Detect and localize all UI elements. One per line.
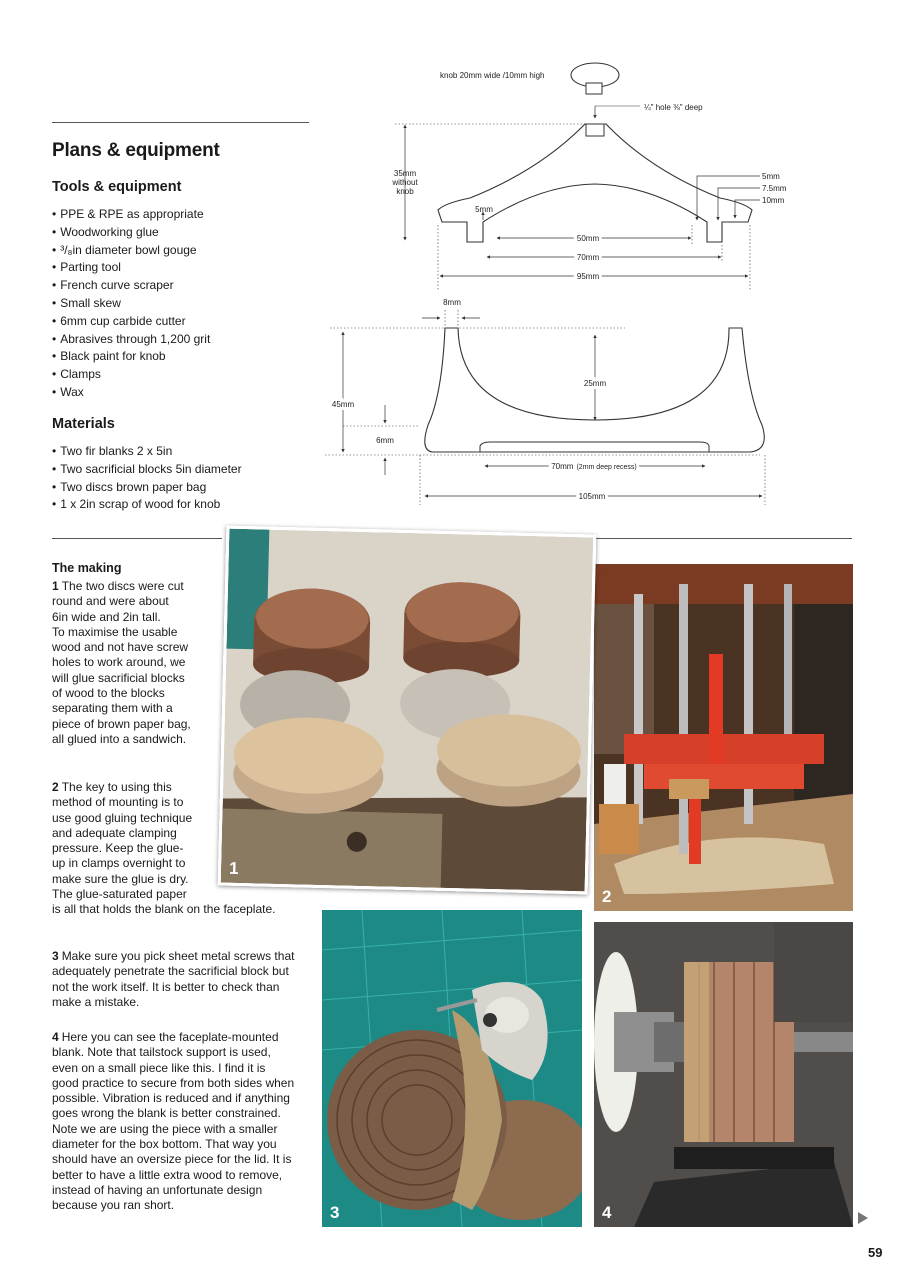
- step-text-line: possible. Vibration is reduced and if anything: [52, 1091, 290, 1106]
- making-heading: The making: [52, 561, 122, 575]
- step-text-line: The key to using this: [61, 780, 172, 794]
- lid-height-label-line3: knob: [396, 187, 414, 196]
- step-text-line: up in clamps overnight to: [52, 856, 186, 871]
- list-item: • Abrasives through 1,200 grit: [52, 331, 210, 349]
- step-text-line: use good gluing technique: [52, 810, 193, 825]
- hole-label: ¼" hole ⅜" deep: [644, 103, 703, 112]
- step-text-line: because you ran short.: [52, 1198, 175, 1213]
- list-item: • Clamps: [52, 366, 210, 384]
- photo-number: 1: [228, 858, 239, 878]
- box-plan-diagram: [320, 55, 800, 515]
- step-text-line: piece of brown paper bag,: [52, 716, 191, 731]
- base-105mm-label: 105mm: [578, 492, 606, 501]
- step-number: 2: [52, 780, 59, 794]
- making-rule-right: [596, 538, 852, 539]
- base-outline: [425, 328, 764, 452]
- lid-outline: [438, 124, 752, 242]
- step-1-paragraph: [52, 579, 191, 747]
- step-text-line: better to have a little extra wood to remove,: [52, 1167, 283, 1182]
- step-text-line: pressure. Keep the glue-: [52, 841, 184, 856]
- list-item: • Two sacrificial blocks 5in diameter: [52, 461, 242, 479]
- step-text-line: good practice to secure from both sides when: [52, 1075, 295, 1090]
- list-item: • Two discs brown paper bag: [52, 479, 242, 497]
- lid-right-5mm-label: 5mm: [762, 172, 780, 181]
- step-number: 3: [52, 949, 59, 963]
- step-text-line: not the work itself. It is better to check than: [52, 979, 280, 994]
- lid-right-75mm-label: 7.5mm: [762, 184, 787, 193]
- step-text-line: holes to work around, we: [52, 655, 186, 670]
- step-text-line: all glued into a sandwich.: [52, 731, 187, 746]
- photo-lathe: [594, 922, 853, 1227]
- step-text-line: round and were about: [52, 594, 169, 609]
- step-text-line: of wood to the blocks: [52, 686, 165, 701]
- base-70mm-label: [551, 462, 637, 471]
- step-text-line: diameter for the box bottom. That way you: [52, 1137, 277, 1152]
- lid-height-label: 35mm: [393, 169, 417, 178]
- photo-faceplate: [322, 910, 582, 1227]
- step-3-paragraph: [52, 949, 294, 1010]
- making-rule-left: [52, 538, 222, 539]
- lid-70mm-label: 70mm: [576, 253, 600, 262]
- step-text-line: wood and not have screw: [52, 640, 189, 655]
- step-text-line: The two discs were cut: [61, 579, 184, 593]
- list-item: • Wax: [52, 384, 210, 402]
- list-item: • Black paint for knob: [52, 348, 210, 366]
- photo-number: 4: [602, 1203, 612, 1222]
- lid-50mm-label: 50mm: [576, 234, 600, 243]
- base-25mm-label: 25mm: [583, 379, 607, 388]
- step-text-line: blank. Note that tailstock support is used,: [52, 1045, 271, 1060]
- tools-heading: Tools & equipment: [52, 179, 182, 195]
- step-text-line: The glue-saturated paper: [52, 887, 187, 902]
- step-text-line: Make sure you pick sheet metal screws that: [61, 949, 295, 963]
- continue-arrow-icon: [858, 1212, 868, 1224]
- list-item: • 6mm cup carbide cutter: [52, 313, 210, 331]
- step-text-line: method of mounting is to: [52, 795, 184, 810]
- list-item: • Woodworking glue: [52, 224, 210, 242]
- lid-right-10mm-label: 10mm: [762, 196, 785, 205]
- step-text-line: Note we are using the piece with a smaller: [52, 1121, 278, 1136]
- step-text-line: make a mistake.: [52, 994, 140, 1009]
- page-number: 59: [868, 1245, 883, 1260]
- list-item: • Parting tool: [52, 259, 210, 277]
- tools-list: [52, 206, 210, 402]
- step-text-line: adequately penetrate the sacrificial block but: [52, 964, 289, 979]
- base-70mm-value: 70mm: [551, 462, 574, 471]
- step-number: 4: [52, 1030, 59, 1044]
- photo-number: 3: [330, 1203, 340, 1222]
- step-text-line: make sure the glue is dry.: [52, 871, 189, 886]
- lid-height-label-line2: without: [392, 178, 418, 187]
- plans-heading: Plans & equipment: [52, 140, 220, 161]
- lid-95mm-label: 95mm: [576, 272, 600, 281]
- list-item: • Two fir blanks 2 x 5in: [52, 443, 242, 461]
- step-number: 1: [52, 579, 59, 593]
- photo-clamps: [594, 564, 853, 911]
- materials-heading: Materials: [52, 416, 115, 432]
- photo-discs: [218, 526, 597, 895]
- step-text-line: will glue sacrificial blocks: [52, 670, 185, 685]
- list-item: • Small skew: [52, 295, 210, 313]
- step-text-line: is all that holds the blank on the faceplate.: [52, 902, 276, 917]
- base-70mm-note: (2mm deep recess): [576, 464, 637, 471]
- step-text-line: separating them with a: [52, 701, 173, 716]
- base-45mm-label: 45mm: [331, 400, 355, 409]
- step-text-line: should have an oversize piece for the lid. It is: [52, 1152, 292, 1167]
- step-text-line: To maximise the usable: [52, 624, 178, 639]
- step-text-line: even on a small piece like this. I find it is: [52, 1060, 266, 1075]
- top-left-rule: [52, 122, 309, 123]
- list-item: • PPE & RPE as appropriate: [52, 206, 210, 224]
- knob-label: knob 20mm wide /10mm high: [440, 71, 545, 80]
- knob-stem: [586, 83, 602, 94]
- step-4-paragraph: [52, 1030, 294, 1214]
- step-text-line: goes wrong the blank is better constrained.: [52, 1106, 281, 1121]
- materials-list: [52, 443, 242, 514]
- photo-number: 2: [602, 887, 612, 906]
- list-item: • French curve scraper: [52, 277, 210, 295]
- base-8mm-label: 8mm: [443, 298, 461, 307]
- step-text-line: 6in wide and 2in tall.: [52, 609, 161, 624]
- step-text-line: instead of having an unfortunate design: [52, 1182, 263, 1197]
- step-text-line: Here you can see the faceplate-mounted: [61, 1030, 279, 1044]
- lid-5mm-label: 5mm: [475, 205, 493, 214]
- list-item: • ³/₈in diameter bowl gouge: [52, 242, 210, 260]
- step-text-line: and adequate clamping: [52, 825, 177, 840]
- base-6mm-label: 6mm: [376, 436, 394, 445]
- list-item: • 1 x 2in scrap of wood for knob: [52, 496, 242, 514]
